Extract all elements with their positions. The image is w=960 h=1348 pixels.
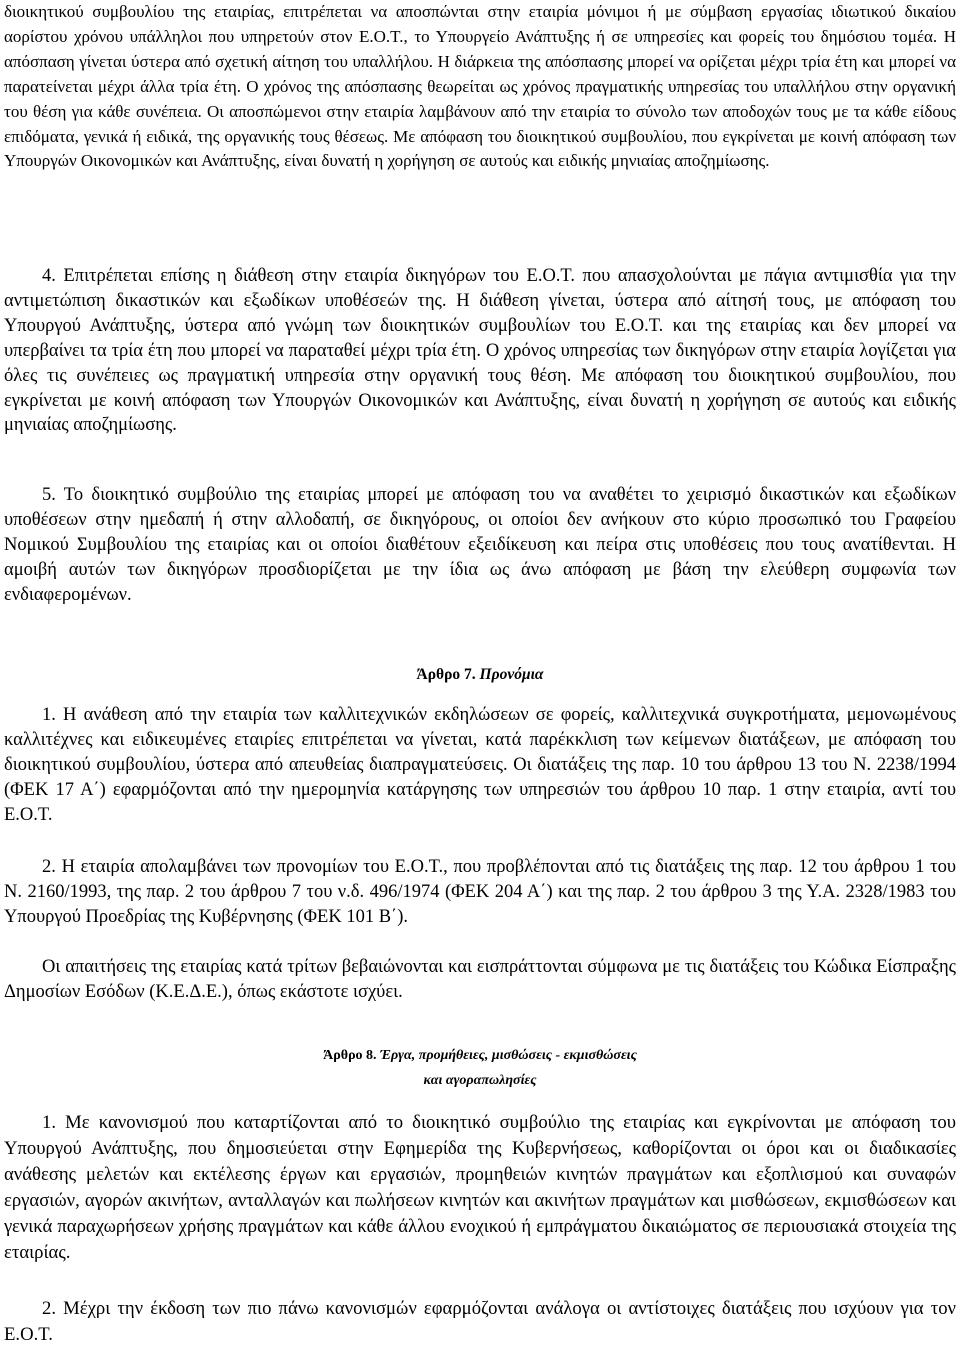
article-8-label: Άρθρο 8. [323,1048,377,1063]
article-7-paragraph-2: 2. Η εταιρία απολαμβάνει των προνομίων του Ε.Ο.Τ., που προβλέπονται από τις διατάξεις της παρ. 12 του άρθρου 1 του Ν. 2160/1993, της παρ. 2 του άρθρου 7 του ν.δ. 496/1974 (ΦΕΚ 204 Α΄) και της παρ. 2 του άρθρου 3 της Υ.Α. 2328/1983 του Υπουργού Προεδρίας της Κυβέρνησης (ΦΕΚ 101 Β΄). [4,857,956,927]
article-8-paragraph-1: 1. Με κανονισμού που καταρτίζονται από το διοικητικό συμβούλιο της εταιρίας και εγκρίνονται με απόφαση του Υπουργού Ανάπτυξης, που δημοσιεύεται στην Εφημερίδα της Κυβερνήσεως, καθορίζονται οι όροι και οι διαδικασίες ανάθεσης μελετών και εκτέλεσης έργων και εργασιών, προμηθειών κινητών πραγμάτων και εξοπλισμού και συναφών εργασιών, αγορών ακινήτων, ανταλλαγών και πωλήσεων κινητών και ακινήτων πραγμάτων και μισθώσεων, εκμισθώσεων και γενικά παραχωρήσεων χρήσης πραγμάτων και κάθε άλλου ενοχικού ή εμπράγματου δικαιώματος σε περιουσιακά στοιχεία της εταιρίας. [4,1112,956,1263]
article-8-title-line-1: Έργα, προμήθειες, μισθώσεις - εκμισθώσεις [380,1048,637,1063]
paragraph-4: 4. Επιτρέπεται επίσης η διάθεση στην εταιρία δικηγόρων του Ε.Ο.Τ. που απασχολούνται με πάγια αντιμισθία για την αντιμετώπιση δικαστικών και εξωδίκων υποθέσεών της. Η διάθεση γίνεται, ύστερα από αίτησή τους, με απόφαση του Υπουργού Ανάπτυξης, ύστερα από γνώμη των διοικητικών συμβουλίων του Ε.Ο.Τ. και της εταιρίας και δεν μπορεί να υπερβαίνει τα τρία έτη που μπορεί να παραταθεί μέχρι τρία έτη. Ο χρόνος υπηρεσίας των δικηγόρων στην εταιρία λογίζεται για όλες τις συνέπειες ως πραγματική υπηρεσία στην οργανική τους θέση. Με απόφαση του διοικητικού συμβουλίου, που εγκρίνεται με κοινή απόφαση των Υπουργών Οικονομικών και Ανάπτυξης, είναι δυνατή η χορήγηση σε αυτούς και ειδικής μηνιαίας αποζημίωσης. [4,266,956,436]
intro-sentence-2: Η διάρκεια της απόσπασης μπορεί να ορίζεται μέχρι τρία έτη και μπορεί να παρατείνεται μέχρι άλλα τρία έτη. Ο χρόνος της απόσπασης θεωρείται ως χρόνος πραγματικής υπηρεσίας του υπαλλήλου στην οργανική του θέση για κάθε συνέπεια. Οι αποσπώμενοι στην εταιρία λαμβάνουν από την εταιρία το σύνολο των αποδοχών τους με τα κάθε είδους επιδόματα, γενικά ή ειδικά, της οργανικής τους θέσεως. [4,51,957,146]
intro-sentence-1: διοικητικού συμβουλίου της εταιρίας, επιτρέπεται να αποσπώνται στην εταιρία μόνιμοι ή με σύμβαση εργασίας ιδιωτικού δικαίου αορίστου χρόνου υπάλληλοι που υπηρετούν στον Ε.Ο.Τ., το Υπουργείο Ανάπτυξης ή σε υπηρεσίες και φορείς του δημόσιου τομέα. Η απόσπαση γίνεται ύστερα από σχετική αίτηση του υπαλλήλου. [4,2,956,71]
intro-paragraph [4,0,956,174]
article-7-heading [0,662,960,687]
intro-sentence-3: Με απόφαση του διοικητικού συμβουλίου, που εγκρίνεται με κοινή απόφαση των Υπουργών Οικονομικών και Ανάπτυξης, είναι δυνατή η χορήγηση σε αυτούς και ειδικής μηνιαίας αποζημίωσης. [4,126,957,171]
article-7-label: Άρθρο 7. [416,666,476,683]
article-8-paragraph-2: 2. Μέχρι την έκδοση των πιο πάνω κανονισμών εφαρμόζονται ανάλογα οι αντίστοιχες διατάξεις που ισχύουν για τον Ε.Ο.Τ. [4,1298,956,1345]
article-8-paragraph-2-block [4,1296,956,1348]
article-8-heading-line-1 [0,1043,960,1068]
article-8-heading [0,1043,960,1093]
article-8-title-line-2: και αγοραπωλησίες [423,1073,537,1088]
paragraph-5: 5. Το διοικητικό συμβούλιο της εταιρίας μπορεί με απόφαση του να αναθέτει το χειρισμό δικαστικών και εξωδίκων υποθέσεων στην ημεδαπή ή στην αλλοδαπή, σε δικηγόρους, οι οποίοι δεν ανήκουν στο κύριο προσωπικό του Γραφείου Νομικού Συμβουλίου της εταιρίας και οι οποίοι διαθέτουν εξειδίκευση και πείρα στις υποθέσεις που τους ανατίθενται. Η αμοιβή αυτών των δικηγόρων προσδιορίζεται με την ίδια ως άνω απόφαση με βάση την ελεύθερη συμφωνία των ενδιαφερομένων. [4,485,956,605]
article-8-paragraph-1-block [4,1110,956,1265]
article-7-paragraph-1-block [4,703,956,828]
paragraph-5-block [4,483,956,608]
article-7-paragraph-3: Οι απαιτήσεις της εταιρίας κατά τρίτων βεβαιώνονται και εισπράττονται σύμφωνα με τις διατάξεις του Κώδικα Είσπραξης Δημοσίων Εσόδων (Κ.Ε.Δ.Ε.), όπως εκάστοτε ισχύει. [4,957,956,1002]
intro-paragraph-block [4,0,956,174]
article-7-paragraph-1: 1. Η ανάθεση από την εταιρία των καλλιτεχνικών εκδηλώσεων σε φορείς, καλλιτεχνικά συγκροτήματα, μεμονωμένους καλλιτέχνες και ειδικευμένες εταιρίες επιτρέπεται να γίνεται, κατά παρέκκλιση των κείμενων διατάξεων, με απόφαση του διοικητικού συμβουλίου, ύστερα από απευθείας διαπραγματεύσεις. Οι διατάξεις της παρ. 10 του άρθρου 13 του Ν. 2238/1994 (ΦΕΚ 17 Α΄) εφαρμόζονται από την ημερομηνία κατάργησης των υπηρεσιών του άρθρου 10 παρ. 1 στην εταιρία, αντί του Ε.Ο.Τ. [4,705,956,825]
article-7-paragraph-3-block [4,955,956,1005]
paragraph-4-block [4,264,956,438]
article-7-title: Προνόμια [479,666,544,683]
article-7-paragraph-2-block [4,855,956,930]
